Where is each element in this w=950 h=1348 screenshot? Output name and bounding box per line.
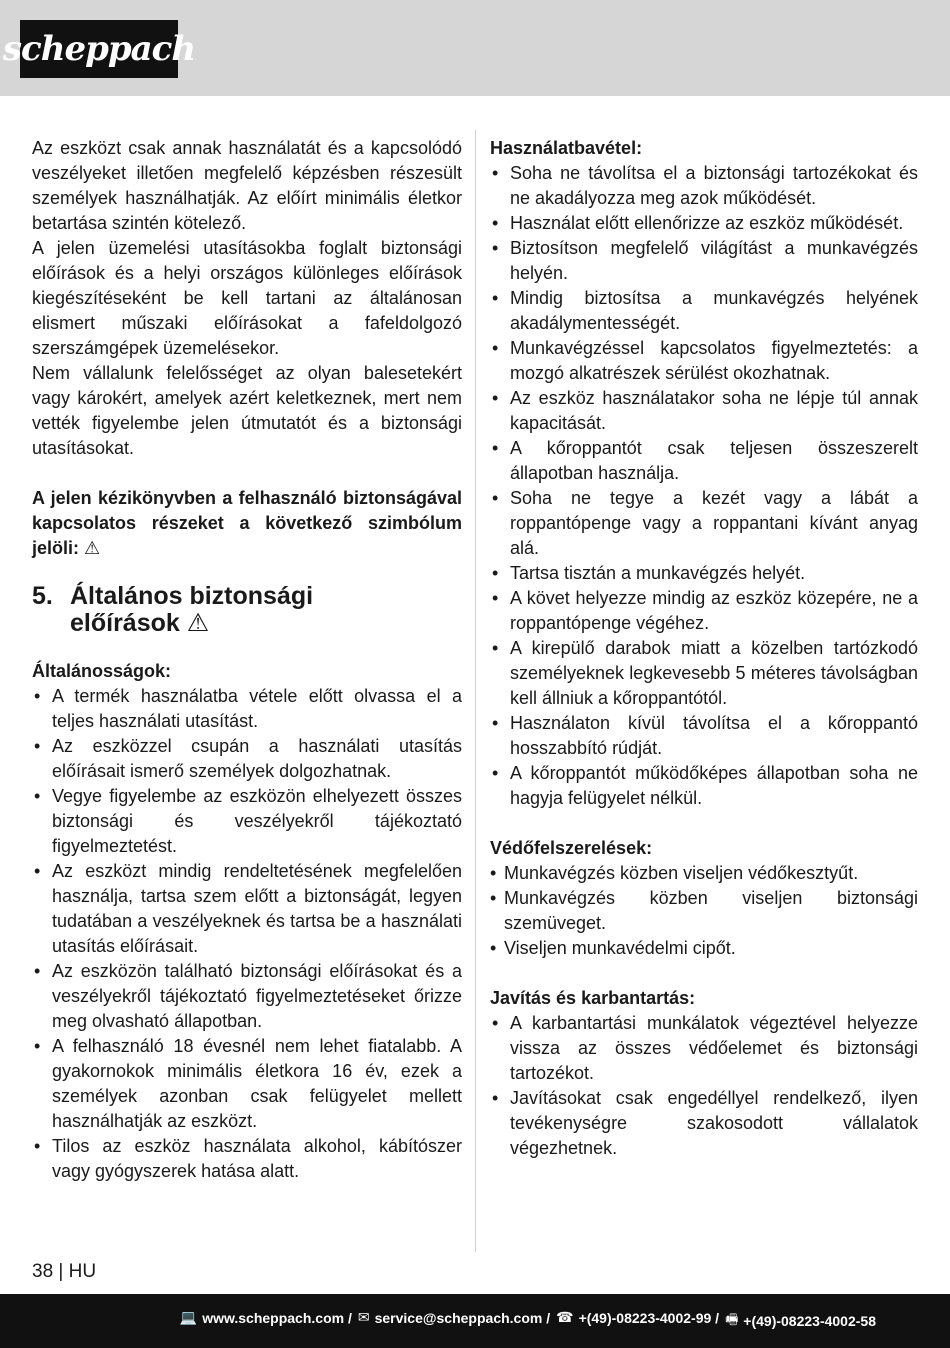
column-divider [475, 130, 476, 1252]
section-heading [32, 583, 462, 637]
list-item: • A karbantartási munkálatok végeztével helyezze vissza az összes védőelemet és biztonsági tartozékot. [490, 1011, 918, 1086]
list-item: • A kirepülő darabok miatt a közelben tartózkodó személyeknek legkevesebb 5 méteres távolságban kell állniuk a kőroppantótól. [490, 636, 918, 711]
list-item: • Soha ne távolítsa el a biztonsági tartozékokat és ne akadályozza meg azok működését. [490, 161, 918, 211]
scheppach-logo: scheppach [20, 20, 178, 78]
list-item: • Mindig biztosítsa a munkavégzés helyének akadálymentességét. [490, 286, 918, 336]
list-item: • Az eszközön található biztonsági előírásokat és a veszélyekről tájékoztató figyelmeztetéseket őrizze meg olvasható állapotban. [32, 959, 462, 1034]
list-item: • Tilos az eszköz használata alkohol, kábítószer vagy gyógyszerek hatása alatt. [32, 1134, 462, 1184]
website-link[interactable]: www.scheppach.com / [202, 1309, 352, 1326]
page-number: 38 | HU [32, 1261, 97, 1282]
fax-number: +(49)-08223-4002-58 [743, 1313, 876, 1329]
computer-icon: 💻 [179, 1309, 198, 1325]
footer-phone [556, 1309, 719, 1326]
warning-triangle-icon: ⚠ [186, 609, 210, 637]
phone-icon: ☎ [556, 1309, 574, 1325]
section-title-line1: Általános biztonsági [70, 582, 314, 610]
list-item: • A kőroppantót működőképes állapotban soha ne hagyja felügyelet nélkül. [490, 761, 918, 811]
repair-list [490, 1011, 918, 1161]
list-item: • A felhasználó 18 évesnél nem lehet fiatalabb. A gyakornokok minimális életkora 16 év, ezek a személyek azonban csak felügyelet mellett használhatják az eszközt. [32, 1034, 462, 1134]
list-item: • Munkavégzéssel kapcsolatos figyelmeztetés: a mozgó alkatrészek sérülést okozhatnak. [490, 336, 918, 386]
intro-paragraph: Az eszközt csak annak használatát és a kapcsolódó veszélyeket illetően megfelelő képzésben részesült személyek használhatják. Az előírt minimális életkor betartása szintén kötelező. [32, 138, 462, 233]
right-column [490, 136, 918, 1161]
warning-triangle-icon: ⚠ [84, 538, 101, 558]
footer-website [180, 1309, 352, 1326]
list-item: • Az eszközt mindig rendeltetésének megfelelően használja, tartsa szem előtt a biztonságát, legyen tudatában a veszélyeknek és tartsa be a használati utasítás előírásait. [32, 859, 462, 959]
general-list [32, 684, 462, 1184]
mail-icon: ✉ [357, 1309, 370, 1325]
ppe-list [490, 861, 918, 961]
phone-number: +(49)-08223-4002-99 / [578, 1309, 720, 1326]
list-item: • Az eszköz használatakor soha ne lépje túl annak kapacitását. [490, 386, 918, 436]
fax-icon: 🖷 [725, 1311, 739, 1327]
repair-subtitle: Javítás és karbantartás: [490, 988, 696, 1008]
safety-notice-text: A jelen kézikönyvben a felhasználó biztonságával kapcsolatos részeket a következő szimbólum jelöli: [32, 488, 462, 558]
list-item: • Soha ne tegye a kezét vagy a lábát a roppantópenge vagy a roppantani kívánt anyag alá. [490, 486, 918, 561]
list-item: • Biztosítson megfelelő világítást a munkavégzés helyén. [490, 236, 918, 286]
ppe-subtitle: Védőfelszerelések: [490, 838, 653, 858]
contact-footer [0, 1294, 950, 1348]
list-item: • Használaton kívül távolítsa el a kőroppantó hosszabbító rúdját. [490, 711, 918, 761]
list-item: • Vegye figyelembe az eszközön elhelyezett összes biztonsági és veszélyekről tájékoztató figyelmeztetést. [32, 784, 462, 859]
list-item: • A kőroppantót csak teljesen összeszerelt állapotban használja. [490, 436, 918, 486]
section-number: 5. [32, 582, 53, 610]
list-item: • A termék használatba vétele előtt olvassa el a teljes használati utasítást. [32, 684, 462, 734]
list-item: • Munkavégzés közben viseljen biztonsági szemüveget. [490, 886, 918, 936]
list-item: • A követ helyezze mindig az eszköz közepére, ne a roppantópenge végéhez. [490, 586, 918, 636]
general-subtitle: Általánosságok: [32, 661, 172, 681]
list-item: • Viseljen munkavédelmi cipőt. [490, 936, 918, 961]
page-header [0, 0, 950, 96]
list-item: • Tartsa tisztán a munkavégzés helyét. [490, 561, 918, 586]
left-column [32, 136, 462, 1184]
use-subtitle: Használatbavétel: [490, 138, 643, 158]
email-link[interactable]: service@scheppach.com / [374, 1309, 551, 1326]
list-item: • Az eszközzel csupán a használati utasítás előírásait ismerő személyek dolgozhatnak. [32, 734, 462, 784]
intro-paragraph: A jelen üzemelési utasításokba foglalt biztonsági előírások és a helyi országos különleges előírások kiegészítéseként be kell tartani az általánosan elismert műszaki előírásokat a fafeldolgozó szerszámgépek üzemelésekor. [32, 238, 462, 358]
list-item: • Javításokat csak engedéllyel rendelkező, ilyen tevékenységre szakosodott vállalatok végezhetnek. [490, 1086, 918, 1161]
safety-symbol-notice [32, 486, 462, 561]
intro-paragraph: Nem vállalunk felelősséget az olyan balesetekért vagy károkért, amelyek azért keletkeznek, mert nem vették figyelembe jelen útmutatót és a biztonsági utasításokat. [32, 363, 462, 458]
use-list [490, 161, 918, 811]
section-title-line2: előírások [70, 609, 180, 637]
list-item: • Használat előtt ellenőrizze az eszköz működését. [490, 211, 918, 236]
footer-fax [725, 1309, 876, 1333]
footer-email [358, 1309, 550, 1326]
list-item: • Munkavégzés közben viseljen védőkesztyűt. [490, 861, 918, 886]
